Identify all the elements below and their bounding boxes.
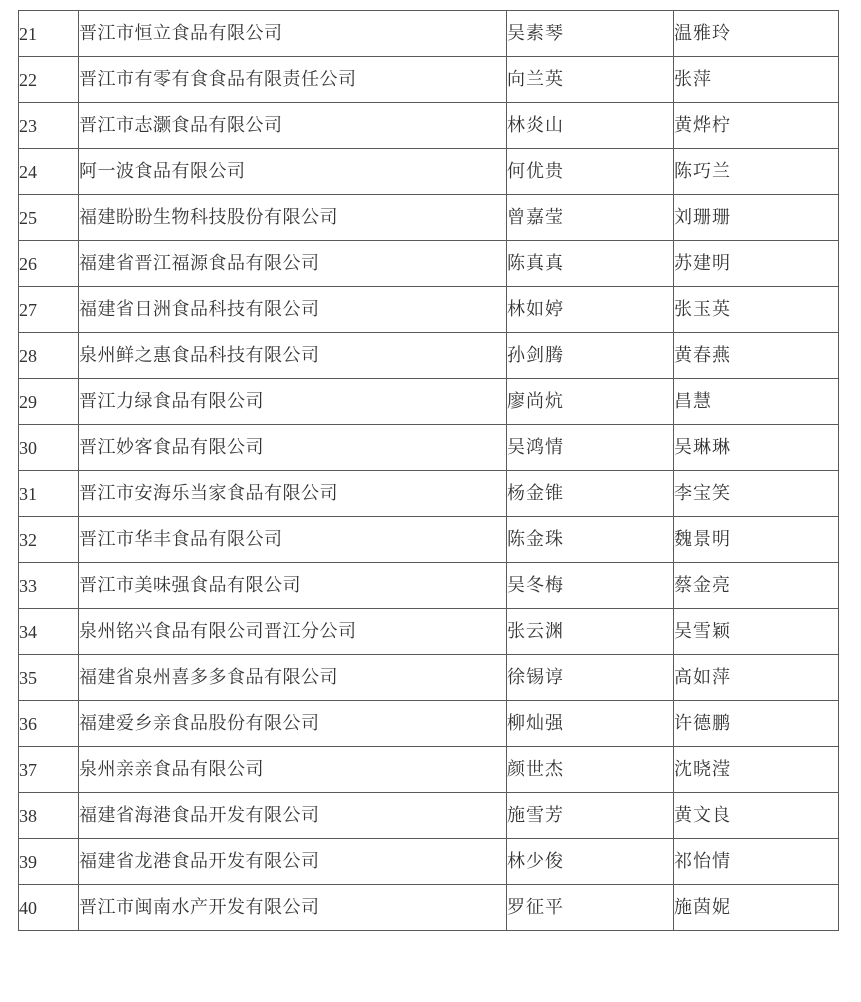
table-row — [19, 57, 839, 103]
person-primary: 陈金珠 — [507, 517, 674, 563]
company-name: 阿一波食品有限公司 — [79, 149, 507, 195]
row-number: 24 — [19, 149, 79, 195]
person-primary: 曾嘉莹 — [507, 195, 674, 241]
person-secondary: 吴雪颖 — [674, 609, 839, 655]
person-primary: 颜世杰 — [507, 747, 674, 793]
person-primary: 林炎山 — [507, 103, 674, 149]
person-secondary: 高如萍 — [674, 655, 839, 701]
document-page — [18, 10, 838, 931]
company-name: 晋江市志灏食品有限公司 — [79, 103, 507, 149]
person-secondary: 蔡金亮 — [674, 563, 839, 609]
company-name: 晋江市美味强食品有限公司 — [79, 563, 507, 609]
company-name: 晋江力绿食品有限公司 — [79, 379, 507, 425]
row-number: 29 — [19, 379, 79, 425]
person-secondary: 张萍 — [674, 57, 839, 103]
table-row — [19, 149, 839, 195]
table-row — [19, 103, 839, 149]
person-primary: 施雪芳 — [507, 793, 674, 839]
row-number: 33 — [19, 563, 79, 609]
row-number: 40 — [19, 885, 79, 931]
row-number: 31 — [19, 471, 79, 517]
person-primary: 杨金锥 — [507, 471, 674, 517]
person-primary: 廖尚炕 — [507, 379, 674, 425]
person-secondary: 吴琳琳 — [674, 425, 839, 471]
person-secondary: 李宝笑 — [674, 471, 839, 517]
table-row — [19, 11, 839, 57]
table-row — [19, 471, 839, 517]
person-primary: 何优贵 — [507, 149, 674, 195]
person-primary: 吴鸿情 — [507, 425, 674, 471]
company-name: 晋江妙客食品有限公司 — [79, 425, 507, 471]
person-primary: 吴冬梅 — [507, 563, 674, 609]
person-secondary: 沈晓滢 — [674, 747, 839, 793]
table-row — [19, 839, 839, 885]
table-row — [19, 655, 839, 701]
table-row — [19, 517, 839, 563]
person-secondary: 温雅玲 — [674, 11, 839, 57]
table-row — [19, 379, 839, 425]
row-number: 36 — [19, 701, 79, 747]
table-row — [19, 793, 839, 839]
person-secondary: 昌慧 — [674, 379, 839, 425]
person-primary: 向兰英 — [507, 57, 674, 103]
table-row — [19, 885, 839, 931]
person-secondary: 许德鹏 — [674, 701, 839, 747]
person-secondary: 陈巧兰 — [674, 149, 839, 195]
company-staff-table — [18, 10, 839, 931]
company-name: 晋江市闽南水产开发有限公司 — [79, 885, 507, 931]
person-secondary: 张玉英 — [674, 287, 839, 333]
person-primary: 罗征平 — [507, 885, 674, 931]
row-number: 26 — [19, 241, 79, 287]
company-name: 晋江市恒立食品有限公司 — [79, 11, 507, 57]
table-row — [19, 241, 839, 287]
person-primary: 吴素琴 — [507, 11, 674, 57]
person-primary: 孙剑腾 — [507, 333, 674, 379]
person-secondary: 苏建明 — [674, 241, 839, 287]
person-secondary: 黄烨柠 — [674, 103, 839, 149]
company-name: 福建盼盼生物科技股份有限公司 — [79, 195, 507, 241]
row-number: 22 — [19, 57, 79, 103]
person-secondary: 魏景明 — [674, 517, 839, 563]
person-secondary: 施茵妮 — [674, 885, 839, 931]
person-primary: 林少俊 — [507, 839, 674, 885]
person-secondary: 黄文良 — [674, 793, 839, 839]
table-row — [19, 747, 839, 793]
row-number: 37 — [19, 747, 79, 793]
person-primary: 徐锡谆 — [507, 655, 674, 701]
row-number: 35 — [19, 655, 79, 701]
company-name: 泉州鲜之惠食品科技有限公司 — [79, 333, 507, 379]
company-name: 晋江市有零有食食品有限责任公司 — [79, 57, 507, 103]
table-row — [19, 701, 839, 747]
person-secondary: 祁怡情 — [674, 839, 839, 885]
person-secondary: 黄春燕 — [674, 333, 839, 379]
company-name: 福建省晋江福源食品有限公司 — [79, 241, 507, 287]
table-row — [19, 563, 839, 609]
table-row — [19, 333, 839, 379]
company-name: 福建爱乡亲食品股份有限公司 — [79, 701, 507, 747]
table-row — [19, 287, 839, 333]
company-name: 福建省海港食品开发有限公司 — [79, 793, 507, 839]
person-primary: 张云渊 — [507, 609, 674, 655]
company-name: 泉州铭兴食品有限公司晋江分公司 — [79, 609, 507, 655]
row-number: 32 — [19, 517, 79, 563]
company-name: 晋江市华丰食品有限公司 — [79, 517, 507, 563]
row-number: 28 — [19, 333, 79, 379]
row-number: 21 — [19, 11, 79, 57]
person-primary: 林如婷 — [507, 287, 674, 333]
person-primary: 柳灿强 — [507, 701, 674, 747]
row-number: 27 — [19, 287, 79, 333]
row-number: 23 — [19, 103, 79, 149]
row-number: 39 — [19, 839, 79, 885]
row-number: 34 — [19, 609, 79, 655]
person-primary: 陈真真 — [507, 241, 674, 287]
table-row — [19, 195, 839, 241]
company-name: 福建省泉州喜多多食品有限公司 — [79, 655, 507, 701]
table-row — [19, 425, 839, 471]
row-number: 25 — [19, 195, 79, 241]
row-number: 30 — [19, 425, 79, 471]
table-row — [19, 609, 839, 655]
company-name: 晋江市安海乐当家食品有限公司 — [79, 471, 507, 517]
table-body — [19, 11, 839, 931]
company-name: 福建省龙港食品开发有限公司 — [79, 839, 507, 885]
person-secondary: 刘珊珊 — [674, 195, 839, 241]
row-number: 38 — [19, 793, 79, 839]
company-name: 福建省日洲食品科技有限公司 — [79, 287, 507, 333]
company-name: 泉州亲亲食品有限公司 — [79, 747, 507, 793]
